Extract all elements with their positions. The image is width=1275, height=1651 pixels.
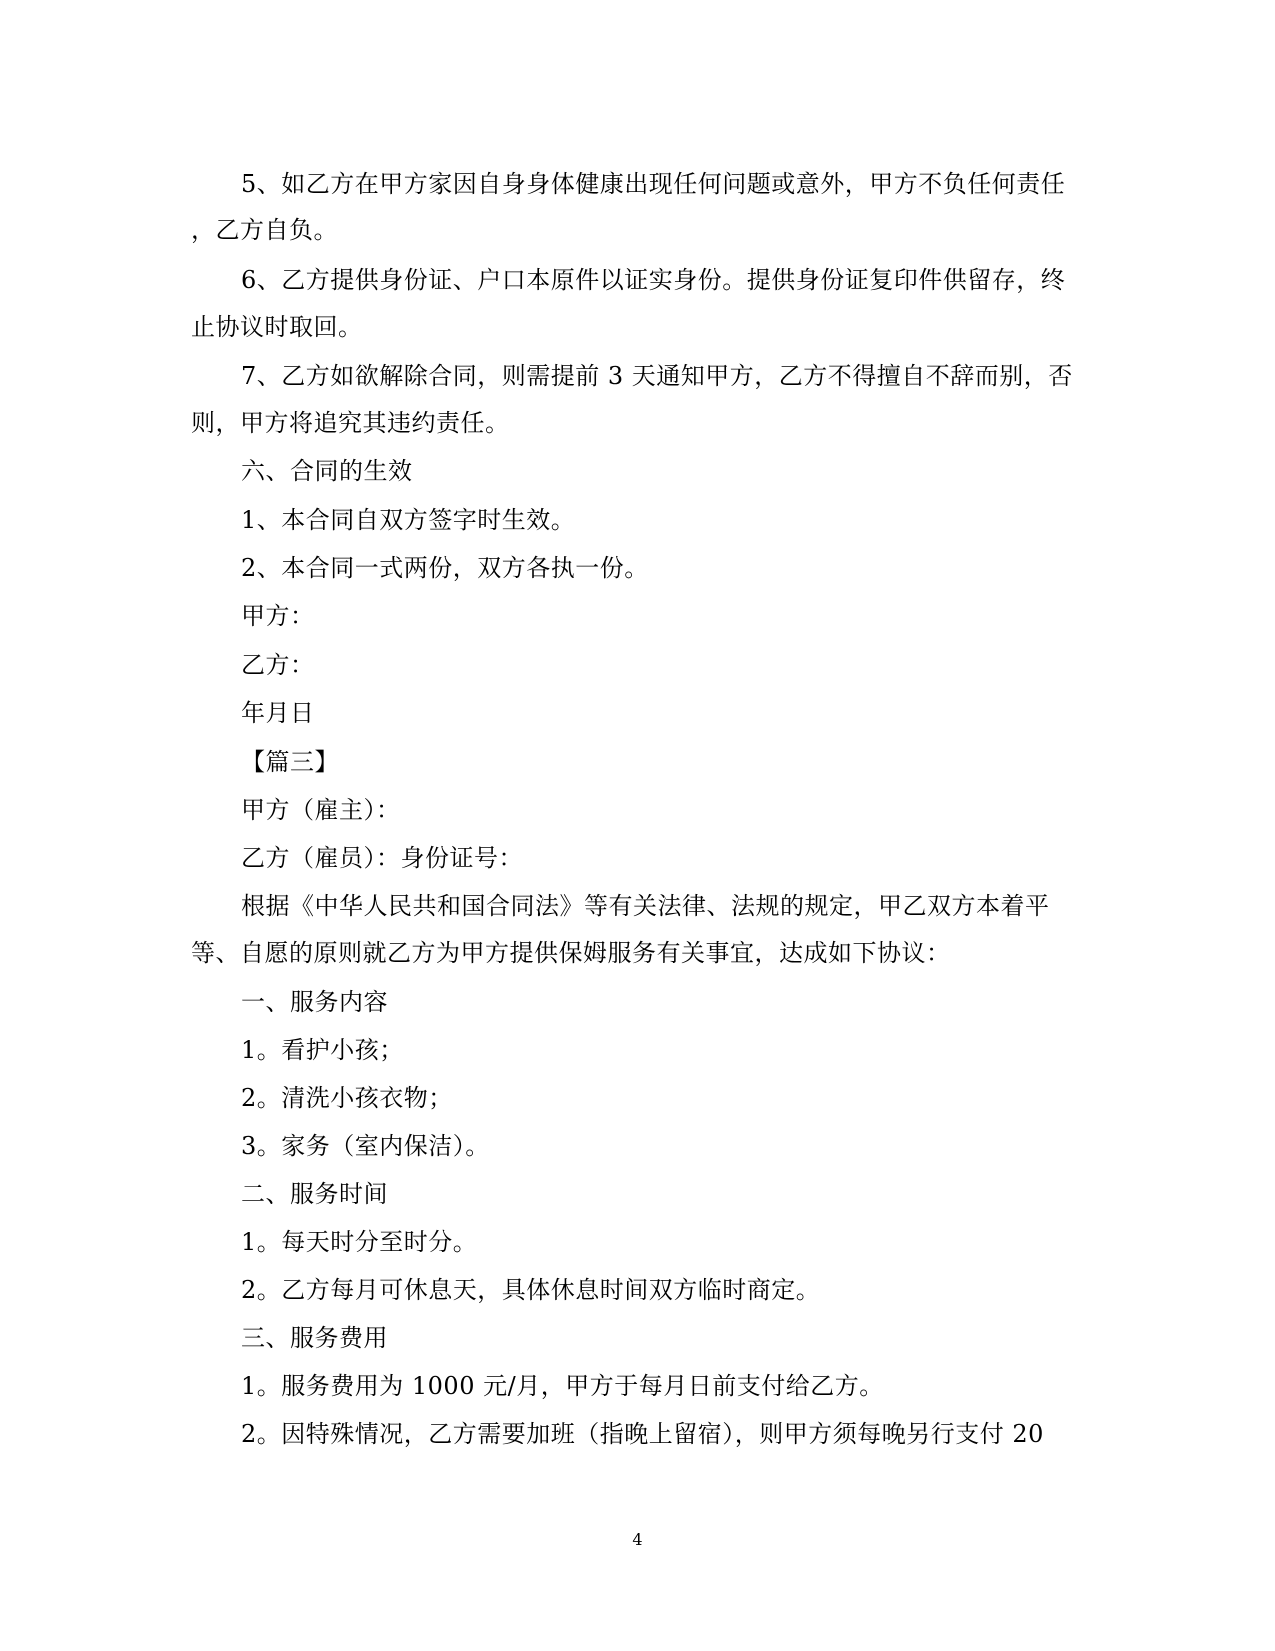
list-item: 1。看护小孩； <box>241 1036 404 1064</box>
text-line: 6、乙方提供身份证、户口本原件以证实身份。提供身份证复印件供留存，终 <box>241 266 1066 294</box>
text-line: 等、自愿的原则就乙方为甲方提供保姆服务有关事宜，达成如下协议： <box>191 939 951 967</box>
page-number: 4 <box>632 1530 643 1549</box>
section-heading: 六、合同的生效 <box>241 457 413 485</box>
list-item: 1。服务费用为 1000 元/月，甲方于每月日前支付给乙方。 <box>241 1372 884 1400</box>
text-line: 止协议时取回。 <box>191 313 363 341</box>
text-line: 则，甲方将追究其违约责任。 <box>191 409 510 437</box>
text-line: 5、如乙方在甲方家因自身身体健康出现任何问题或意外，甲方不负任何责任 <box>241 170 1066 198</box>
signature-label-party-a: 甲方： <box>241 602 315 630</box>
part-heading: 【篇三】 <box>241 748 339 776</box>
text-line: ，乙方自负。 <box>191 216 338 244</box>
list-item: 2。清洗小孩衣物； <box>241 1084 453 1112</box>
text-line: 1、本合同自双方签字时生效。 <box>241 506 576 534</box>
list-item: 2。因特殊情况，乙方需要加班（指晚上留宿），则甲方须每晚另行支付 20 <box>241 1420 1044 1448</box>
date-label: 年月日 <box>241 699 315 727</box>
section-heading: 三、服务费用 <box>241 1324 388 1352</box>
section-heading: 二、服务时间 <box>241 1180 388 1208</box>
text-line: 2、本合同一式两份，双方各执一份。 <box>241 554 649 582</box>
list-item: 1。每天时分至时分。 <box>241 1228 478 1256</box>
signature-label-party-b: 乙方： <box>241 651 315 679</box>
text-line: 乙方（雇员）：身份证号： <box>241 844 523 872</box>
text-line: 根据《中华人民共和国合同法》等有关法律、法规的规定，甲乙双方本着平 <box>241 892 1050 920</box>
section-heading: 一、服务内容 <box>241 988 388 1016</box>
list-item: 3。家务（室内保洁）。 <box>241 1132 490 1160</box>
text-line: 甲方（雇主）： <box>241 796 401 824</box>
text-line: 7、乙方如欲解除合同，则需提前 3 天通知甲方，乙方不得擅自不辞而别，否 <box>241 362 1073 390</box>
list-item: 2。乙方每月可休息天，具体休息时间双方临时商定。 <box>241 1276 821 1304</box>
